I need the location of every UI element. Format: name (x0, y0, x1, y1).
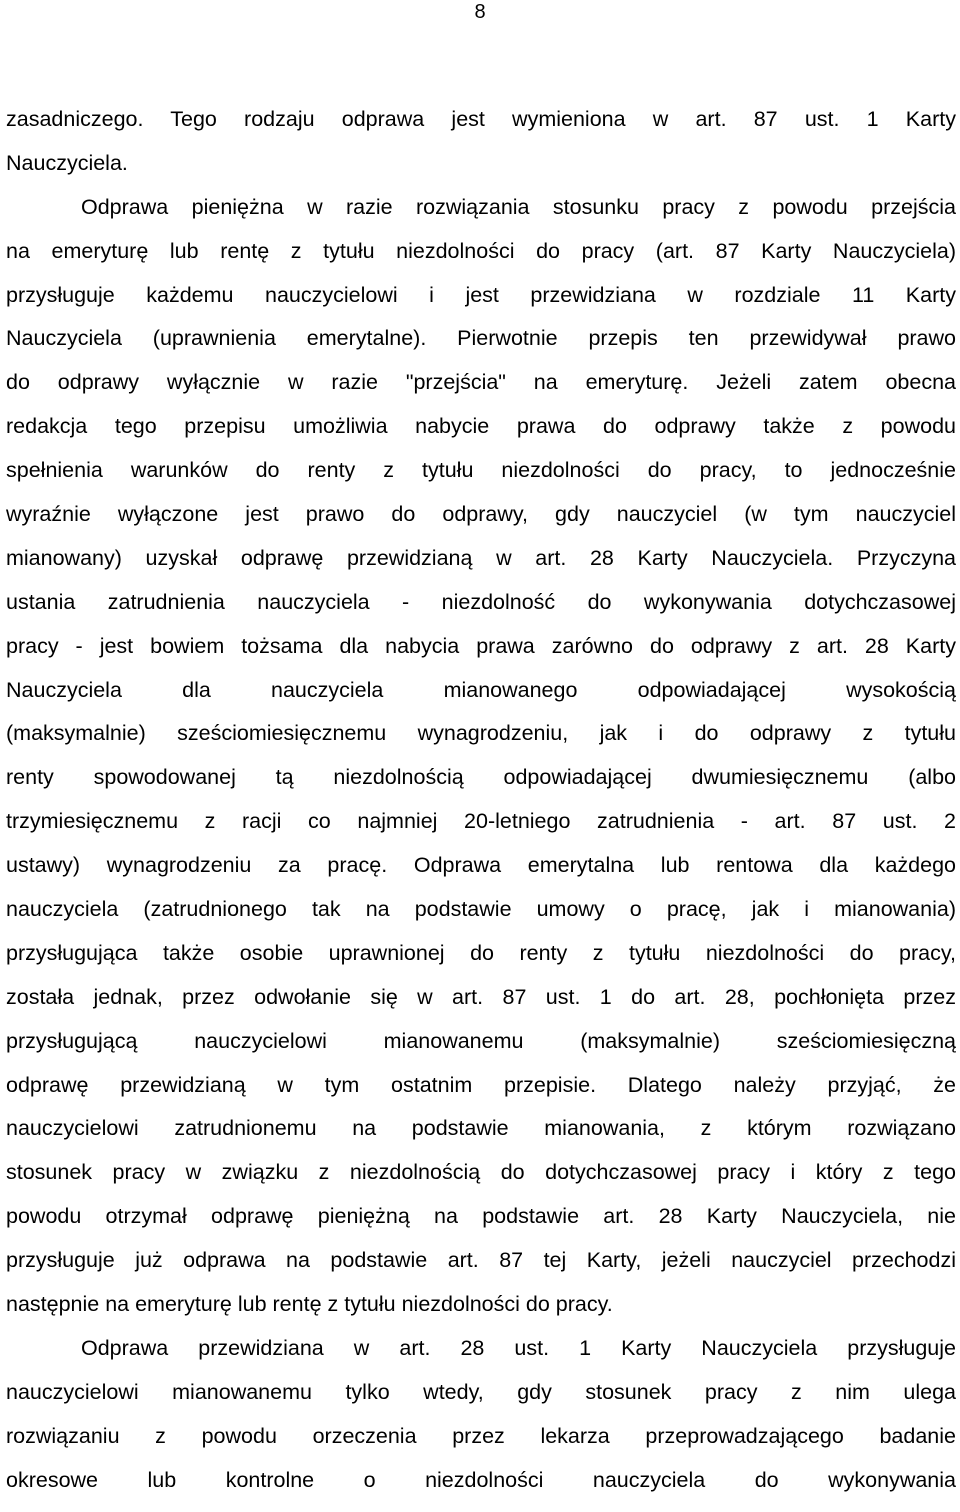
text-line: do odprawy wyłącznie w razie "przejścia" na emeryturę. Jeżeli zatem obecna (6, 370, 956, 395)
text-line: następnie na emeryturę lub rentę z tytułu niezdolności do pracy. (6, 1292, 613, 1317)
text-line: zasadniczego. Tego rodzaju odprawa jest wymieniona w art. 87 ust. 1 Karty (6, 107, 956, 131)
text-line: powodu otrzymał odprawę pieniężną na podstawie art. 28 Karty Nauczyciela, nie (6, 1204, 956, 1229)
text-line: na emeryturę lub rentę z tytułu niezdolności do pracy (art. 87 Karty Nauczyciela) (6, 238, 956, 263)
text-line: przysługującą nauczycielowi mianowanemu (maksymalnie) sześciomiesięczną (6, 1028, 956, 1053)
text-line: pracy - jest bowiem tożsama dla nabycia prawa zarówno do odprawy z art. 28 Karty (6, 633, 956, 658)
text-line: Odprawa pieniężna w razie rozwiązania stosunku pracy z powodu przejścia (81, 194, 956, 219)
text-line: ustania zatrudnienia nauczyciela - niezdolność do wykonywania dotychczasowej (6, 589, 956, 614)
text-line: odprawę przewidzianą w tym ostatnim przepisie. Dlatego należy przyjąć, że (6, 1072, 956, 1097)
text-line: przysługująca także osobie uprawnionej do renty z tytułu niezdolności do pracy, (6, 940, 956, 965)
text-line: okresowe lub kontrolne o niezdolności nauczyciela do wykonywania (6, 1467, 956, 1492)
text-line: rozwiązaniu z powodu orzeczenia przez lekarza przeprowadzającego badanie (6, 1423, 956, 1448)
text-line: wyraźnie wyłączone jest prawo do odprawy, gdy nauczyciel (w tym nauczyciel (6, 502, 956, 527)
text-line: Nauczyciela. (6, 150, 128, 175)
text-line: Odprawa przewidziana w art. 28 ust. 1 Karty Nauczyciela przysługuje (81, 1335, 956, 1360)
text-line: spełnienia warunków do renty z tytułu niezdolności do pracy, to jednocześnie (6, 458, 956, 483)
text-line: nauczyciela (zatrudnionego tak na podstawie umowy o pracę, jak i mianowania) (6, 897, 956, 922)
paragraph (6, 186, 956, 1327)
document-body (6, 98, 956, 1503)
text-line: nauczycielowi mianowanemu tylko wtedy, gdy stosunek pracy z nim ulega (6, 1379, 956, 1404)
text-line: stosunek pracy w związku z niezdolnością do dotychczasowej pracy i który z tego (6, 1160, 956, 1185)
text-line: nauczycielowi zatrudnionemu na podstawie mianowania, z którym rozwiązano (6, 1116, 956, 1141)
text-line: mianowany) uzyskał odprawę przewidzianą w art. 28 Karty Nauczyciela. Przyczyna (6, 545, 956, 570)
text-line: została jednak, przez odwołanie się w art. 87 ust. 1 do art. 28, pochłonięta przez (6, 984, 956, 1009)
text-line: przysługuje każdemu nauczycielowi i jest przewidziana w rozdziale 11 Karty (6, 282, 956, 307)
text-line: ustawy) wynagrodzeniu za pracę. Odprawa emerytalna lub rentowa dla każdego (6, 853, 956, 878)
page-number: 8 (474, 1, 486, 23)
text-line: Nauczyciela dla nauczyciela mianowanego odpowiadającej wysokością (6, 677, 956, 702)
text-line: renty spowodowanej tą niezdolnością odpowiadającej dwumiesięcznemu (albo (6, 765, 956, 790)
text-line: (maksymalnie) sześciomiesięcznemu wynagrodzeniu, jak i do odprawy z tytułu (6, 721, 956, 746)
text-line: trzymiesięcznemu z racji co najmniej 20-letniego zatrudnienia - art. 87 ust. 2 (6, 809, 956, 834)
text-line: Nauczyciela (uprawnienia emerytalne). Pierwotnie przepis ten przewidywał prawo (6, 326, 956, 351)
paragraph (6, 98, 956, 186)
text-line: przysługuje już odprawa na podstawie art. 87 tej Karty, jeżeli nauczyciel przechodzi (6, 1248, 956, 1273)
text-line: redakcja tego przepisu umożliwia nabycie prawa do odprawy także z powodu (6, 414, 956, 439)
paragraph (6, 1327, 956, 1503)
